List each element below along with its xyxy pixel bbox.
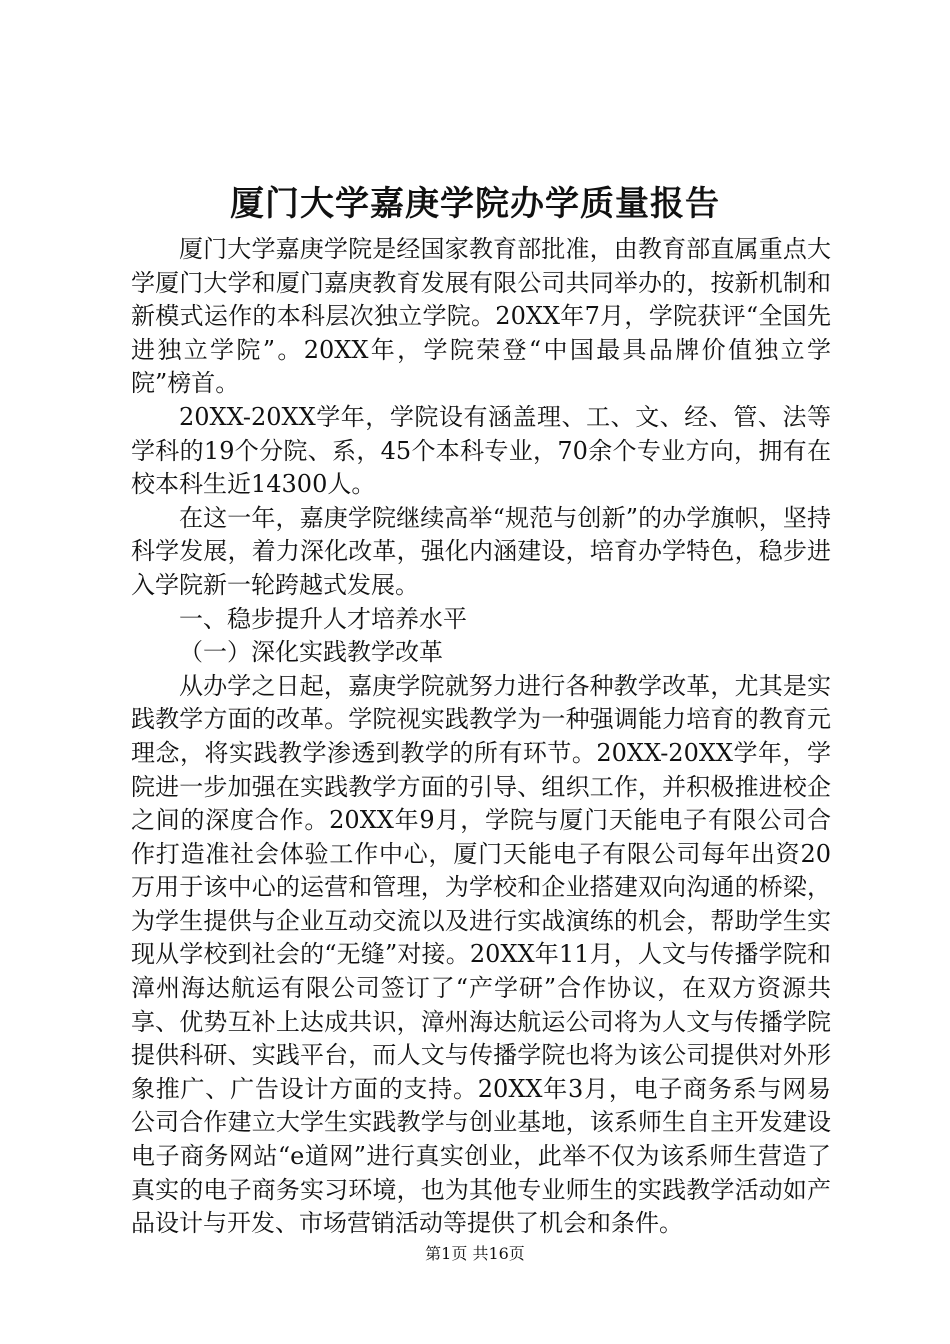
subsection-heading-1: （一）深化实践教学改革 <box>179 638 443 667</box>
paragraph-academic-year: 20XX-20XX学年，学院设有涵盖理、工、文、经、管、法等学科的19个分院、系，45个本科专业，70余个专业方向，拥有在校本科生近14300人。 <box>131 402 831 499</box>
document-title: 厦门大学嘉庚学院办学质量报告 <box>230 184 720 224</box>
paragraph-development: 在这一年，嘉庚学院继续高举“规范与创新”的办学旗帜，坚持科学发展，着力深化改革，强化内涵建设，培育办学特色，稳步进入学院新一轮跨越式发展。 <box>131 503 831 599</box>
paragraph-intro: 厦门大学嘉庚学院是经国家教育部批准，由教育部直属重点大学厦门大学和厦门嘉庚教育发展有限公司共同举办的，按新机制和新模式运作的本科层次独立学院。20XX年7月，学院获评“全国先进独立学院”。20XX年，学院荣登“中国最具品牌价值独立学院”榜首。 <box>131 235 831 398</box>
paragraph-practice-teaching: 从办学之日起，嘉庚学院就努力进行各种教学改革，尤其是实践教学方面的改革。学院视实践教学为一种强调能力培育的教育元理念，将实践教学渗透到教学的所有环节。20XX-20XX学年，学院进一步加强在实践教学方面的引导、组织工作，并积极推进校企之间的深度合作。20XX年9月，学院与厦门天能电子有限公司合作打造准社会体验工作中心，厦门天能电子有限公司每年出资20万用于该中心的运营和管理，为学校和企业搭建双向沟通的桥梁，为学生提供与企业互动交流以及进行实战演练的机会，帮助学生实现从学校到社会的“无缝”对接。20XX年11月，人文与传播学院和漳州海达航运有限公司签订了“产学研”合作协议，在双方资源共享、优势互补上达成共识，漳州海达航运公司将为人文与传播学院提供科研、实践平台，而人文与传播学院也将为该公司提供对外形象推广、广告设计方面的支持。20XX年3月，电子商务系与网易公司合作建立大学生实践教学与创业基地，该系师生自主开发建设电子商务网站“e道网”进行真实创业，此举不仅为该系师生营造了真实的电子商务实习环境，也为其他专业师生的实践教学活动如产品设计与开发、市场营销活动等提供了机会和条件。 <box>131 671 831 1238</box>
page-footer: 第1页 共16页 <box>425 1244 525 1263</box>
section-heading-1: 一、稳步提升人才培养水平 <box>179 604 467 633</box>
document-body <box>131 233 831 1241</box>
